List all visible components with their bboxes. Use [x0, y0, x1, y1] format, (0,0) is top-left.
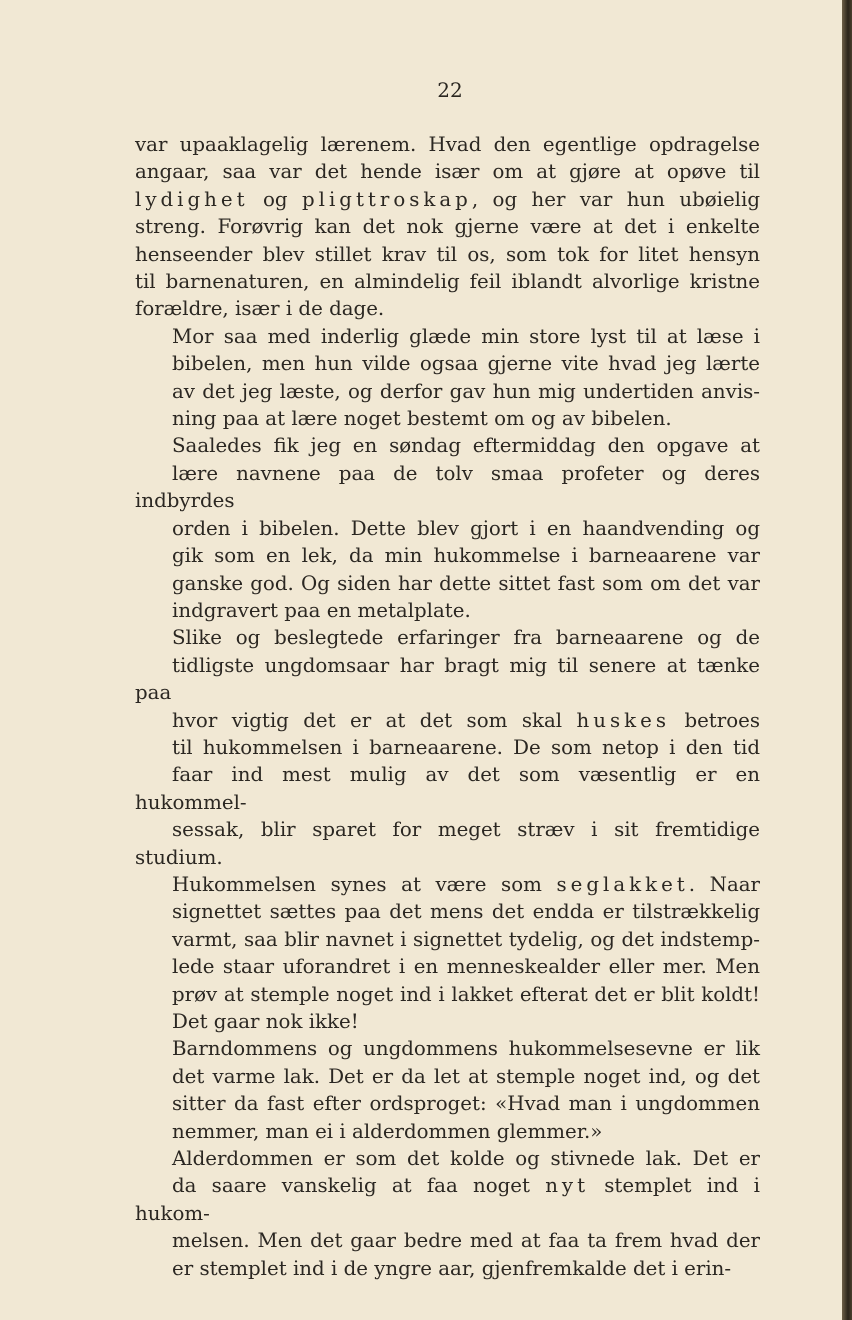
text-line: nemmer, man ei i alderdommen glemmer.» [172, 1119, 603, 1143]
text-line: bibelen, men hun vilde ogsaa gjerne vite hvad jeg lærte [172, 352, 760, 376]
spaced-emphasis: lydighet [135, 187, 249, 211]
text-segment: og [248, 187, 302, 211]
text-line: Alderdommen er som det kolde og stivnede lak. Det er [172, 1147, 760, 1171]
text-segment: hvor vigtig det er at det som skal [172, 708, 577, 732]
text-line: signettet sættes paa det mens det endda er tilstrækkelig [172, 900, 760, 924]
spaced-emphasis: huskes [576, 708, 670, 732]
text-line: henseender blev stillet krav til os, som tok for litet hensyn [135, 242, 760, 266]
paragraph [135, 1035, 760, 1145]
text-line [135, 707, 760, 734]
text-segment: Hukommelsen synes at være som [172, 872, 557, 896]
text-line [135, 186, 760, 213]
body-text [135, 131, 760, 1282]
text-line: varmt, saa blir navnet i signettet tydelig, og det indstemp- [172, 927, 760, 951]
text-line: er stemplet ind i de yngre aar, gjenfremkalde det i erin- [172, 1256, 732, 1280]
text-line: orden i bibelen. Dette blev gjort i en haandvending og [172, 516, 760, 540]
text-line: Barndommens og ungdommens hukommelsesevne er lik [172, 1037, 760, 1061]
text-line: til barnenaturen, en almindelig feil iblandt alvorlige kristne [135, 270, 760, 294]
paragraph [135, 624, 760, 1035]
text-line: tidligste ungdomsaar har bragt mig til senere at tænke paa [135, 653, 760, 705]
text-segment: , og her var hun ubøielig [471, 187, 760, 211]
page-edge-shadow [842, 0, 852, 1320]
text-line [135, 1172, 760, 1227]
text-line [135, 871, 760, 898]
text-line: ganske god. Og siden har dette sittet fast som om det var [172, 571, 760, 595]
text-line: Slike og beslegtede erfaringer fra barneaarene og de [172, 626, 760, 650]
text-line: sitter da fast efter ordsproget: «Hvad man i ungdommen [172, 1092, 760, 1116]
text-line: forældre, især i de dage. [135, 297, 385, 321]
paragraph [135, 432, 760, 624]
text-line: var upaaklagelig lærenem. Hvad den egentlige opdragelse [135, 133, 760, 156]
text-segment: . Naar [688, 872, 760, 896]
text-line: Mor saa med inderlig glæde min store lyst til at læse i [172, 324, 760, 348]
paragraph [135, 1145, 760, 1282]
spaced-emphasis: nyt [545, 1174, 590, 1198]
page-number: 22 [437, 78, 463, 102]
text-line: streng. Forøvrig kan det nok gjerne være at det i enkelte [135, 215, 760, 239]
text-segment: da saare vanskelig at faa noget [172, 1174, 546, 1198]
spaced-emphasis: seglakket [556, 872, 689, 896]
spaced-emphasis: pligttroskap [301, 187, 472, 211]
text-line: angaar, saa var det hende især om at gjøre at opøve til [135, 160, 760, 184]
text-line: lede staar uforandret i en menneskealder eller mer. Men [172, 955, 760, 979]
text-line: Saaledes fik jeg en søndag eftermiddag den opgave at [172, 434, 760, 458]
text-line: til hukommelsen i barneaarene. De som netop i den tid [172, 735, 760, 759]
text-line: faar ind mest mulig av det som væsentlig er en hukommel- [135, 763, 760, 814]
paragraph [135, 323, 760, 433]
text-line: prøv at stemple noget ind i lakket efterat det er blit koldt! [172, 982, 760, 1006]
text-segment: stemplet ind i hukom- [135, 1174, 760, 1225]
text-line: Det gaar nok ikke! [172, 1010, 359, 1033]
text-line: sessak, blir sparet for meget stræv i sit fremtidige studium. [135, 818, 760, 869]
text-line: det varme lak. Det er da let at stemple noget ind, og det [172, 1064, 760, 1088]
text-line: ning paa at lære noget bestemt om og av bibelen. [172, 407, 672, 431]
text-segment: betroes [670, 708, 760, 732]
text-line: lære navnene paa de tolv smaa profeter og deres indbyrdes [135, 461, 760, 513]
text-line: gik som en lek, da min hukommelse i barneaarene var [172, 544, 760, 568]
paragraph [135, 131, 760, 323]
text-line: av det jeg læste, og derfor gav hun mig undertiden anvis- [172, 379, 760, 403]
text-line: indgravert paa en metalplate. [172, 598, 471, 622]
text-line: melsen. Men det gaar bedre med at faa ta frem hvad der [172, 1229, 760, 1253]
